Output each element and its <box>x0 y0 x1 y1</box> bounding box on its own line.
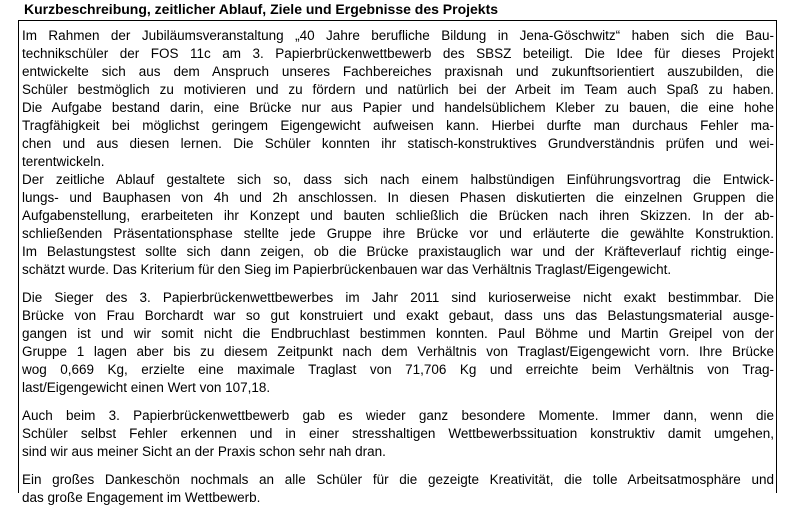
section-heading: Kurzbeschreibung, zeitlicher Ablauf, Ziele und Ergebnisse des Projekts <box>24 1 499 17</box>
text-line: chen und aus diesen lernen. Die Schüler konnten ihr statisch-konstruktives Grundverständnis prüfen und wei- <box>22 136 774 151</box>
text-line: Tragfähigkeit bei möglichst geringem Eigengewicht aufweisen kann. Hierbei durfte man durchaus Fehler ma- <box>22 118 774 133</box>
text-line: sind wir aus meiner Sicht an der Praxis schon sehr nah dran. <box>22 444 386 459</box>
text-line: Im Belastungstest sollte sich dann zeigen, ob die Brücke praxistauglich war und der Kräfteverlauf richtig einge- <box>22 244 774 259</box>
paragraph-moments <box>22 407 774 461</box>
text-line: terentwickeln. <box>22 154 105 169</box>
paragraph-introduction <box>22 27 774 171</box>
text-line: das große Engagement im Wettbewerb. <box>22 490 261 505</box>
text-line: schließenden Präsentationsphase stellte jede Gruppe ihre Brücke vor und erläuterte die gewählte Konstruktion. <box>22 226 774 241</box>
text-line: Brücke von Frau Borchardt war so gut konstruiert und exakt gebaut, dass uns das Belastungsmaterial ausge- <box>22 308 774 323</box>
text-line: Die Sieger des 3. Papierbrückenwettbewerbes im Jahr 2011 sind kurioserweise nicht exakt bestimmbar. Die <box>22 290 774 305</box>
text-line: technikschüler der FOS 11c am 3. Papierbrückenwettbewerb des SBSZ beteiligt. Die Idee für dieses Projekt <box>22 46 774 61</box>
text-line: Der zeitliche Ablauf gestaltete sich so, dass sich nach einem halbstündigen Einführungsvortrag die Entwick- <box>22 172 774 187</box>
text-line: Aufgabenstellung, erarbeiteten ihr Konzept und bauten schließlich die Brücken nach ihren Skizzen. In der ab- <box>22 208 774 223</box>
paragraph-schedule <box>22 171 774 279</box>
text-box <box>22 27 774 517</box>
text-line: gangen ist und wir somit nicht die Endbruchlast bestimmen konnten. Paul Böhme und Martin Greipel von der <box>22 326 774 341</box>
text-line: Die Aufgabe bestand darin, eine Brücke nur aus Papier und handelsüblichem Kleber zu bauen, die eine hohe <box>22 100 774 115</box>
box-left-border <box>18 20 19 493</box>
text-line: Im Rahmen der Jubiläumsveranstaltung „40 Jahre berufliche Bildung in Jena-Göschwitz“ haben sich die Bau- <box>22 28 774 43</box>
text-line: Schüler bestmöglich zu motivieren und zu fördern und natürlich bei der Arbeit im Team auch Spaß zu haben. <box>22 82 774 97</box>
text-line: Ein großes Dankeschön nochmals an alle Schüler für die gezeigte Kreativität, die tolle Arbeitsatmosphäre und <box>22 472 774 487</box>
text-line: Auch beim 3. Papierbrückenwettbewerb gab es wieder ganz besondere Momente. Immer dann, wenn die <box>22 408 774 423</box>
box-right-border <box>776 20 777 493</box>
text-line: entwickelte sich aus dem Anspruch unseres Fachbereiches praxisnah und zukunftsorientiert auszubilden, die <box>22 64 774 79</box>
text-line: wog 0,669 Kg, erzielte eine maximale Traglast von 71,706 Kg und erreichte beim Verhältnis von Trag- <box>22 362 774 377</box>
text-line: lungs- und Bauphasen von 4h und 2h anschlossen. In diesen Phasen diskutierten die einzelnen Gruppen die <box>22 190 774 205</box>
text-line: Schüler selbst Fehler erkennen und in einer stresshaltigen Wettbewerbssituation konstruktiv damit umgehen, <box>22 426 774 441</box>
paragraph-results <box>22 289 774 397</box>
paragraph-thanks <box>22 471 774 507</box>
text-line: schätzt wurde. Das Kriterium für den Sieg im Papierbrückenbauen war das Verhältnis Traglast/Eigengewicht. <box>22 262 672 277</box>
text-line: Gruppe 1 lagen aber bis zu diesem Zeitpunkt nach dem Verhältnis von Traglast/Eigengewicht vorn. Ihre Brücke <box>22 344 774 359</box>
box-top-border <box>18 20 777 21</box>
text-line: last/Eigengewicht einen Wert von 107,18. <box>22 380 271 395</box>
